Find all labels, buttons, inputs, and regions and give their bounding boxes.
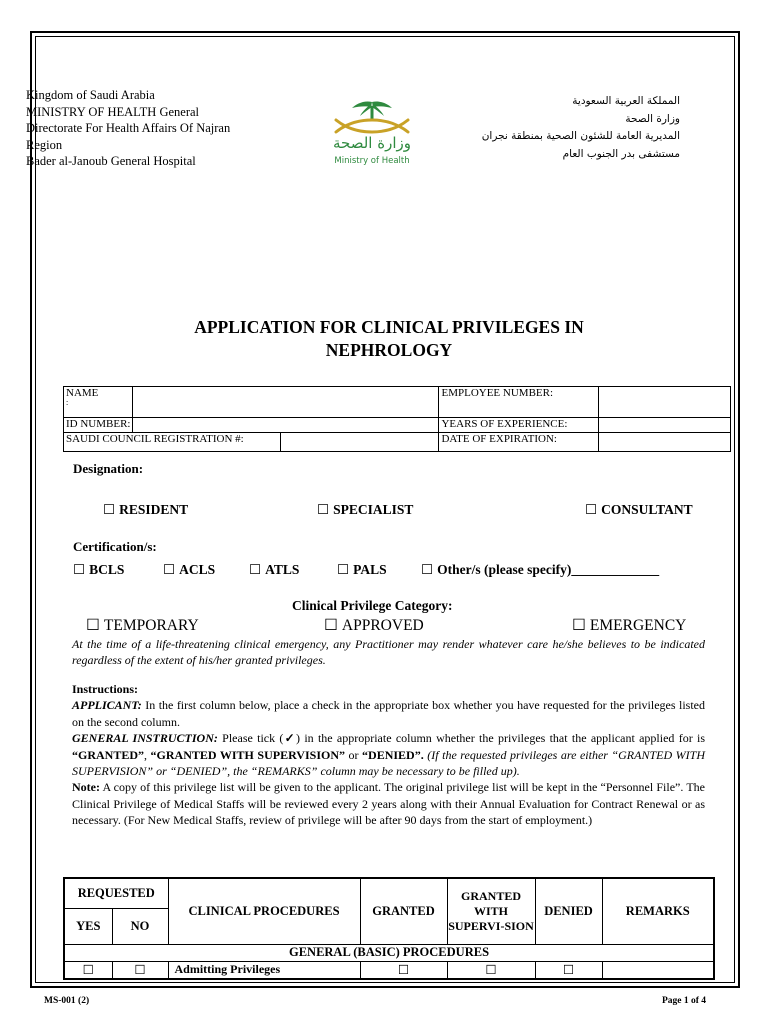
applicant-label: APPLICANT: — [72, 698, 142, 713]
id-number-field[interactable] — [133, 418, 439, 433]
option-label: PALS — [353, 562, 387, 577]
title-line-1: APPLICATION FOR CLINICAL PRIVILEGES IN — [194, 317, 584, 337]
checkbox-icon[interactable]: ☐ — [163, 562, 176, 577]
option-temporary[interactable] — [86, 616, 199, 635]
col-granted-with-supervision: GRANTED WITH SUPERVI-SION — [447, 878, 535, 944]
checkbox-icon[interactable]: ☐ — [572, 617, 586, 634]
page-number: Page 1 of 4 — [662, 996, 707, 1006]
checkbox-icon[interactable]: ☐ — [73, 562, 86, 577]
header-line: MINISTRY OF HEALTH General — [26, 104, 200, 119]
council-reg-label: SAUDI COUNCIL REGISTRATION #: — [64, 433, 281, 451]
council-reg-field[interactable] — [281, 433, 438, 451]
option-label: CONSULTANT — [601, 502, 693, 517]
denied-term: “DENIED”. — [362, 747, 424, 762]
checkbox-icon[interactable]: ☐ — [421, 562, 434, 577]
option-approved[interactable] — [324, 616, 424, 635]
procedures-table — [63, 877, 715, 980]
option-label: ACLS — [179, 562, 216, 577]
general-italic: (If the requested privileges are either “GRANTED WITH SUPERVISION” or “DENIED”, the “REMARKS” column may be necessary to be filled up). — [72, 747, 705, 779]
emergency-note: At the time of a life-threatening clinical emergency, any Practitioner may render whatever care he/she believes to be indicated regardless of the extent of his/her granted privileges. — [72, 637, 705, 668]
name-colon: : — [66, 398, 69, 407]
designation-label: Designation: — [73, 461, 144, 476]
or-text: or — [345, 747, 363, 762]
option-consultant[interactable] — [585, 502, 693, 518]
id-number-label: ID NUMBER: — [64, 418, 133, 433]
employee-number-field[interactable] — [599, 387, 731, 418]
option-acls[interactable] — [163, 562, 215, 578]
general-text: Please tick ( — [217, 731, 284, 746]
comma: , — [144, 747, 151, 762]
category-label: Clinical Privilege Category: — [292, 598, 453, 613]
date-expiration-label: DATE OF EXPIRATION: — [439, 433, 599, 452]
col-granted: GRANTED — [360, 878, 447, 944]
option-label: BCLS — [89, 562, 125, 577]
option-label: SPECIALIST — [333, 502, 414, 517]
col-remarks: REMARKS — [602, 878, 714, 944]
col-no: NO — [112, 908, 168, 944]
granted-term: “GRANTED” — [72, 747, 145, 762]
denied-checkbox-icon[interactable]: ☐ — [535, 961, 602, 979]
col-requested: REQUESTED — [64, 878, 168, 908]
no-checkbox-icon[interactable]: ☐ — [112, 961, 168, 979]
header-arabic — [470, 93, 680, 163]
option-emergency[interactable] — [572, 616, 686, 635]
checkbox-icon[interactable]: ☐ — [324, 617, 338, 634]
col-clinical-procedures: CLINICAL PROCEDURES — [168, 878, 360, 944]
option-label: Other/s (please specify)_____________ — [437, 562, 660, 577]
table-row — [64, 961, 714, 979]
checkbox-icon[interactable]: ☐ — [585, 502, 598, 517]
council-reg-cell — [64, 433, 439, 452]
header-line: وزارة الصحة — [625, 112, 680, 125]
col-denied: DENIED — [535, 878, 602, 944]
header-line: Region — [26, 137, 63, 152]
option-others[interactable] — [421, 562, 659, 578]
checkbox-icon[interactable]: ☐ — [86, 617, 100, 634]
applicant-instruction — [72, 697, 705, 730]
instructions-label: Instructions: — [72, 682, 139, 696]
general-label: GENERAL INSTRUCTION: — [72, 731, 218, 746]
applicant-info-table — [63, 386, 731, 452]
option-bcls[interactable] — [73, 562, 124, 578]
yes-checkbox-icon[interactable]: ☐ — [64, 961, 112, 979]
granted-sup-checkbox-icon[interactable]: ☐ — [447, 961, 535, 979]
note-text: A copy of this privilege list will be given to the applicant. The original privilege list will be kept in the “Personnel File”. The Clinical Privilege of Medical Staffs will be reviewed every 2 years along with their Annual Evaluation for Contract Renewal or as necessary. (For New Medical Staffs, review of privilege will be after 90 days from the start of employment.) — [72, 780, 705, 828]
palm-swords-icon — [316, 98, 428, 138]
option-label: ATLS — [265, 562, 300, 577]
logo-english-text: Ministry of Health — [334, 156, 410, 166]
ministry-logo — [316, 98, 428, 170]
header-line: Kingdom of Saudi Arabia — [26, 88, 155, 102]
option-pals[interactable] — [337, 562, 387, 578]
granted-sup-term: “GRANTED WITH SUPERVISION” — [150, 747, 345, 762]
granted-checkbox-icon[interactable]: ☐ — [360, 961, 447, 979]
option-label: RESIDENT — [119, 502, 189, 517]
applicant-text: In the first column below, place a check in the appropriate box whether you have requested for the privileges listed on the second column. — [72, 698, 705, 729]
years-experience-label: YEARS OF EXPERIENCE: — [439, 418, 599, 433]
checkbox-icon[interactable]: ☐ — [317, 502, 330, 517]
check-mark-icon: ✓ — [283, 731, 297, 746]
form-code: MS-001 (2) — [44, 996, 90, 1006]
note-label: Note: — [72, 780, 100, 795]
instructions-block — [72, 681, 705, 829]
general-text: ) in the appropriate column whether the privileges that the applicant applied for is — [296, 731, 705, 746]
note-instruction — [72, 779, 705, 828]
option-label: TEMPORARY — [103, 617, 199, 634]
title-line-2: NEPHROLOGY — [325, 340, 453, 360]
header-line: مستشفى بدر الجنوب العام — [562, 147, 680, 160]
header-line: المديرية العامة للشئون الصحية بمنطقة نجران — [481, 130, 680, 142]
name-label-cell — [64, 387, 133, 418]
option-label: EMERGENCY — [589, 617, 687, 634]
section-general-basic: GENERAL (BASIC) PROCEDURES — [64, 944, 714, 961]
employee-number-label: EMPLOYEE NUMBER: — [439, 387, 599, 418]
checkbox-icon[interactable]: ☐ — [249, 562, 262, 577]
logo-arabic-text: وزارة الصحة — [333, 134, 411, 152]
name-field[interactable] — [133, 387, 439, 418]
general-instruction — [72, 730, 705, 779]
option-specialist[interactable] — [317, 502, 413, 518]
header-line: Directorate For Health Affairs Of Najran — [26, 121, 231, 135]
years-experience-field[interactable] — [599, 418, 731, 433]
date-expiration-field[interactable] — [599, 433, 731, 452]
option-resident[interactable] — [103, 502, 188, 518]
page-title — [100, 316, 678, 362]
name-label: NAME — [66, 387, 99, 399]
checkbox-icon[interactable]: ☐ — [337, 562, 350, 577]
header-english — [26, 87, 276, 170]
procedure-name: Admitting Privileges — [168, 961, 360, 979]
col-yes: YES — [64, 908, 112, 944]
remarks-field[interactable] — [602, 961, 714, 979]
option-label: APPROVED — [341, 617, 424, 634]
certification-label: Certification/s: — [73, 539, 157, 554]
header-line: المملكة العربية السعودية — [572, 95, 680, 107]
header-line: Bader al-Janoub General Hospital — [26, 154, 196, 168]
checkbox-icon[interactable]: ☐ — [103, 502, 116, 517]
option-atls[interactable] — [249, 562, 299, 578]
